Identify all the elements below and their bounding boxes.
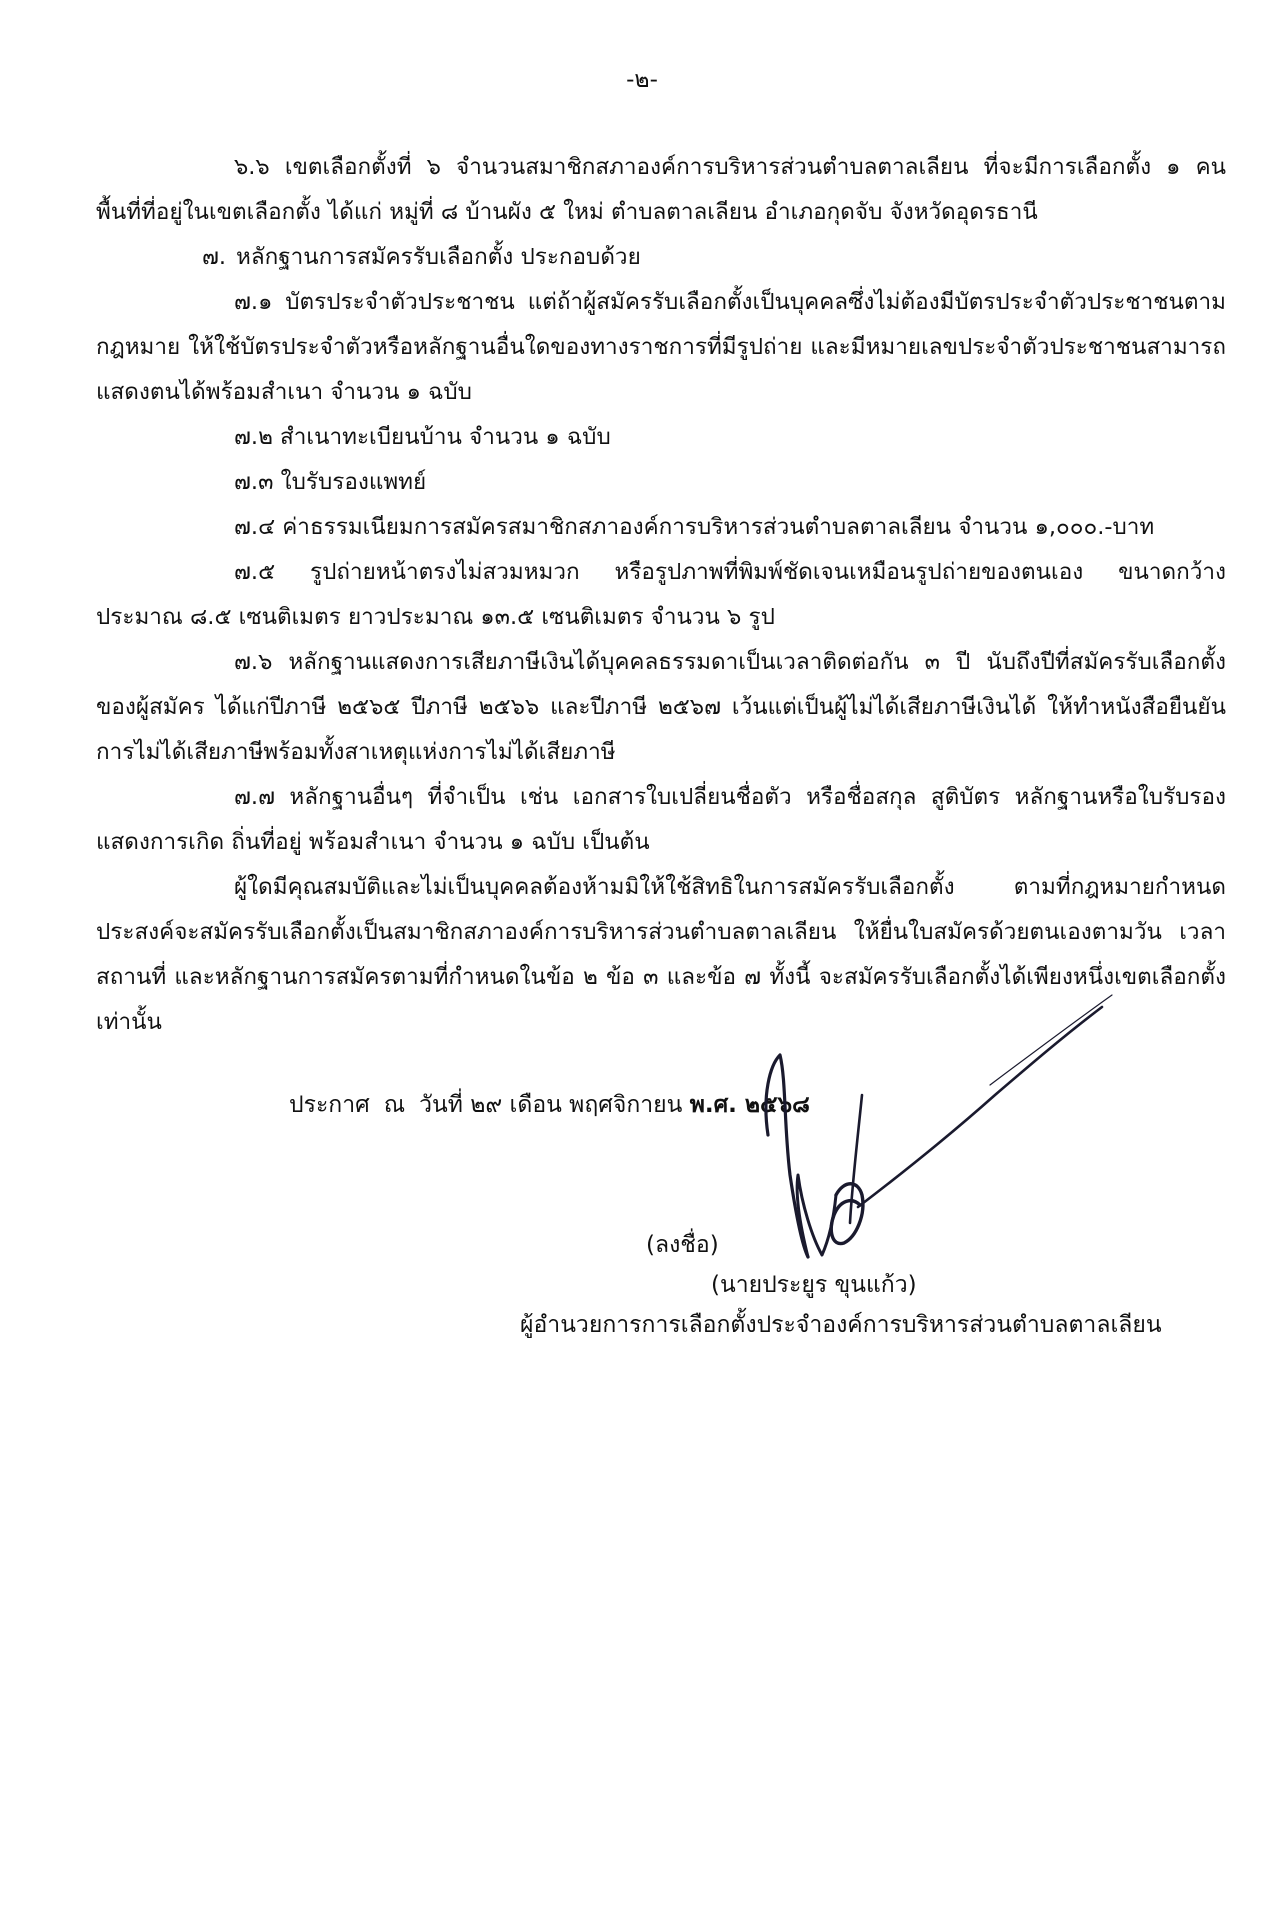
announce-na: ณ <box>383 1092 406 1118</box>
clause-7-1: ๗.๑ บัตรประจำตัวประชาชน แต่ถ้าผู้สมัครรับเลือกตั้งเป็นบุคคลซึ่งไม่ต้องมีบัตรประจำตัวประชาชนตามกฎหมาย ให้ใช้บัตรประจำตัวหรือหลักฐานอื่นใดของทางราชการที่มีรูปถ่าย และมีหมายเลขประจำตัวประชาชนสามารถแสดงตนได้พร้อมสำเนา จำนวน ๑ ฉบับ <box>96 289 1226 405</box>
clause-7-3: ๗.๓ ใบรับรองแพทย์ <box>234 469 427 495</box>
section-7-title: หลักฐานการสมัครรับเลือกตั้ง ประกอบด้วย <box>236 244 641 270</box>
clause-7-6: ๗.๖ หลักฐานแสดงการเสียภาษีเงินได้บุคคลธรรมดาเป็นเวลาติดต่อกัน ๓ ปี นับถึงปีที่สมัครรับเลือกตั้งของผู้สมัคร ได้แก่ปีภาษี ๒๕๖๕ ปีภาษี ๒๕๖๖ และปีภาษี ๒๕๖๗ เว้นแต่เป็นผู้ไม่ได้เสียภาษีเงินได้ ให้ทำหนังสือยืนยันการไม่ได้เสียภาษีพร้อมทั้งสาเหตุแห่งการไม่ได้เสียภาษี <box>96 649 1226 765</box>
announcement-date-line <box>289 1085 810 1125</box>
announce-year: พ.ศ. ๒๕๖๘ <box>689 1092 810 1118</box>
document-body <box>96 145 1226 1045</box>
section-7-number: ๗. <box>202 244 227 270</box>
announce-prefix: ประกาศ <box>289 1092 370 1118</box>
signer-name: (นายประยูร ขุนแก้ว) <box>711 1272 917 1298</box>
final-paragraph: ผู้ใดมีคุณสมบัติและไม่เป็นบุคคลต้องห้ามมิให้ใช้สิทธิในการสมัครรับเลือกตั้ง ตามที่กฎหมายกำหนดประสงค์จะสมัครรับเลือกตั้งเป็นสมาชิกสภาองค์การบริหารส่วนตำบลตาลเลียน ให้ยื่นใบสมัครด้วยตนเองตามวัน เวลา สถานที่ และหลักฐานการสมัครตามที่กำหนดในข้อ ๒ ข้อ ๓ และข้อ ๗ ทั้งนี้ จะสมัครรับเลือกตั้งได้เพียงหนึ่งเขตเลือกตั้งเท่านั้น <box>96 874 1226 1035</box>
clause-7-5: ๗.๕ รูปถ่ายหน้าตรงไม่สวมหมวก หรือรูปภาพที่พิมพ์ชัดเจนเหมือนรูปถ่ายของตนเอง ขนาดกว้างประมาณ ๘.๕ เซนติเมตร ยาวประมาณ ๑๓.๕ เซนติเมตร จำนวน ๖ รูป <box>96 559 1226 630</box>
handwritten-signature <box>740 975 1120 1275</box>
page-number: -๒- <box>626 67 658 93</box>
section-7-heading <box>96 235 1226 280</box>
announce-date: วันที่ ๒๙ เดือน พฤศจิกายน <box>419 1092 683 1118</box>
clause-7-7: ๗.๗ หลักฐานอื่นๆ ที่จำเป็น เช่น เอกสารใบเปลี่ยนชื่อตัว หรือชื่อสกุล สูติบัตร หลักฐานหรือใบรับรองแสดงการเกิด ถิ่นที่อยู่ พร้อมสำเนา จำนวน ๑ ฉบับ เป็นต้น <box>96 784 1226 855</box>
signature-label: (ลงชื่อ) <box>646 1232 719 1258</box>
clause-7-4: ๗.๔ ค่าธรรมเนียมการสมัครสมาชิกสภาองค์การบริหารส่วนตำบลตาลเลียน จำนวน ๑,๐๐๐.-บาท <box>234 514 1155 540</box>
clause-7-2: ๗.๒ สำเนาทะเบียนบ้าน จำนวน ๑ ฉบับ <box>234 424 611 450</box>
signer-title: ผู้อำนวยการการเลือกตั้งประจำองค์การบริหารส่วนตำบลตาลเลียน <box>520 1312 1162 1338</box>
clause-6-6: ๖.๖ เขตเลือกตั้งที่ ๖ จำนวนสมาชิกสภาองค์การบริหารส่วนตำบลตาลเลียน ที่จะมีการเลือกตั้ง ๑ คน พื้นที่ที่อยู่ในเขตเลือกตั้ง ได้แก่ หมู่ที่ ๘ บ้านผัง ๕ ใหม่ ตำบลตาลเลียน อำเภอกุดจับ จังหวัดอุดรธานี <box>96 154 1226 225</box>
